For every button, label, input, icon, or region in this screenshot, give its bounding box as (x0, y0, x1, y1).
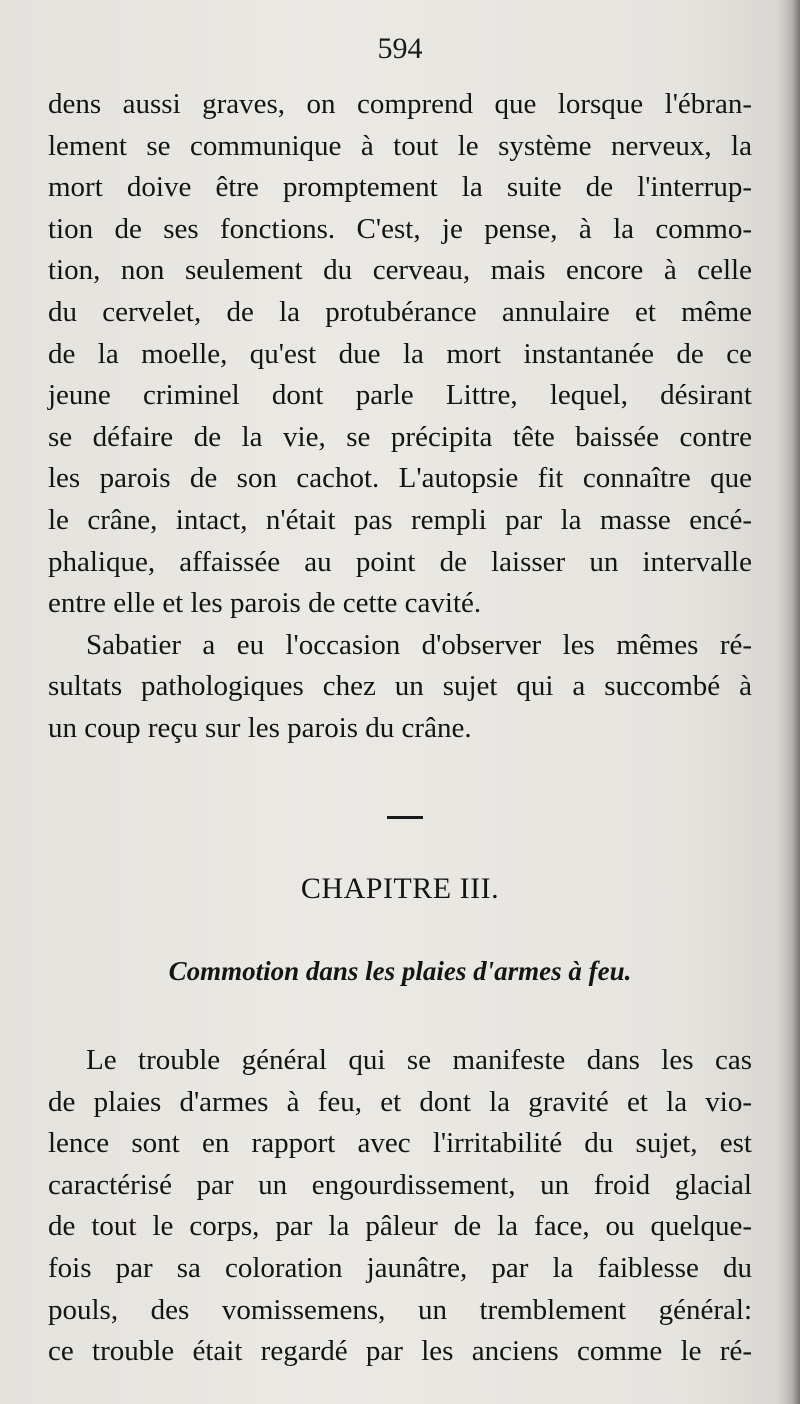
text-line: le crâne, intact, n'était pas rempli par la masse encé- (48, 503, 752, 536)
body-text-top (48, 84, 752, 750)
text-line: Sabatier a eu l'occasion d'observer les mêmes ré- (86, 628, 752, 661)
text-line: ce trouble était regardé par les anciens comme le ré- (48, 1335, 752, 1368)
text-line: du cervelet, de la protubérance annulaire et même (48, 295, 752, 328)
text-line: de plaies d'armes à feu, et dont la gravité et la vio- (48, 1085, 752, 1118)
page-number: 594 (377, 32, 423, 65)
text-line: phalique, affaissée au point de laisser un intervalle (48, 545, 752, 578)
text-line: dens aussi graves, on comprend que lorsque l'ébran- (48, 88, 752, 120)
section-divider (387, 816, 423, 819)
text-line: Le trouble général qui se manifeste dans les cas (86, 1044, 752, 1076)
text-line: se défaire de la vie, se précipita tête baissée contre (48, 420, 752, 453)
text-line: caractérisé par un engourdissement, un froid glacial (48, 1168, 752, 1201)
text-line: lement se communique à tout le système nerveux, la (48, 129, 752, 162)
text-line: de tout le corps, par la pâleur de la face, ou quelque- (48, 1210, 752, 1243)
text-line: lence sont en rapport avec l'irritabilité du sujet, est (48, 1127, 752, 1160)
text-line: un coup reçu sur les parois du crâne. (48, 711, 472, 744)
text-line: fois par sa coloration jaunâtre, par la faiblesse du (48, 1251, 752, 1284)
page-binding-shadow (778, 0, 800, 1404)
text-line: mort doive être promptement la suite de l'interrup- (48, 171, 752, 204)
text-line: sultats pathologiques chez un sujet qui a succombé à (48, 670, 752, 703)
text-line: pouls, des vomissemens, un tremblement général: (48, 1293, 752, 1326)
text-line: entre elle et les parois de cette cavité. (48, 587, 482, 620)
chapter-title: CHAPITRE III. (300, 872, 500, 905)
chapter-subtitle: Commotion dans les plaies d'armes à feu. (168, 956, 632, 986)
body-text-bottom (48, 1040, 752, 1373)
text-line: jeune criminel dont parle Littre, lequel, désirant (48, 379, 752, 412)
text-line: de la moelle, qu'est due la mort instantanée de ce (48, 337, 752, 370)
text-line: tion, non seulement du cerveau, mais encore à celle (48, 254, 752, 287)
text-line: tion de ses fonctions. C'est, je pense, à la commo- (48, 212, 752, 245)
text-line: les parois de son cachot. L'autopsie fit connaître que (48, 462, 752, 495)
